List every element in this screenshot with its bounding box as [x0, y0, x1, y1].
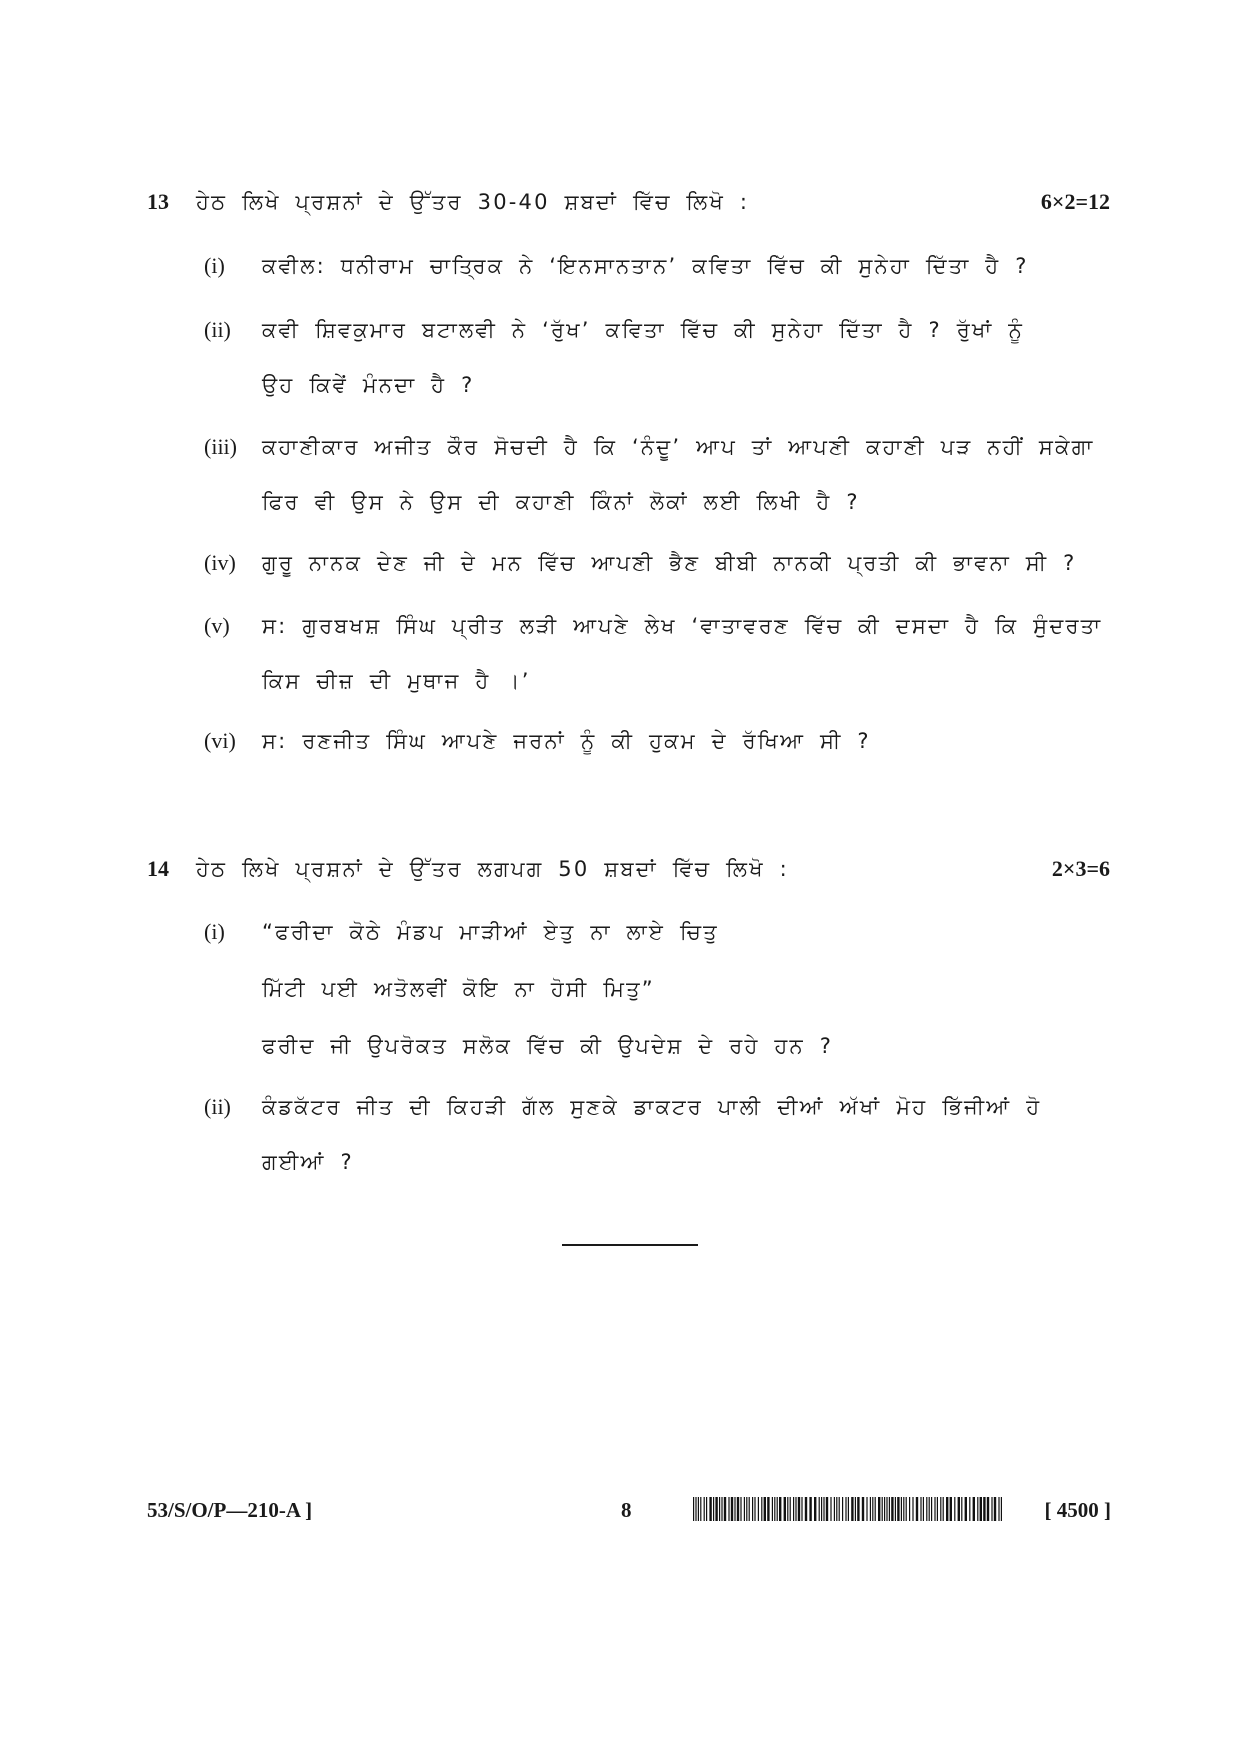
- barcode-bar: [965, 1497, 967, 1521]
- barcode-bar: [878, 1497, 880, 1521]
- sub-question-label: (vi): [204, 728, 236, 753]
- barcode-bar: [764, 1497, 766, 1521]
- sub-question-text-continued: ਉਹ ਕਿਵੇਂ ਮੰਨਦਾ ਹੈ ?: [262, 373, 475, 397]
- barcode-bar: [987, 1497, 989, 1521]
- barcode-bar: [857, 1497, 859, 1521]
- barcode-bar: [958, 1497, 960, 1521]
- barcode-bar: [973, 1497, 975, 1521]
- barcode-bar: [719, 1497, 720, 1521]
- paper-code: 53/S/O/P—210-A ]: [147, 1498, 313, 1522]
- barcode-bar: [848, 1497, 849, 1521]
- barcode-bar: [772, 1497, 773, 1521]
- barcode-bar: [814, 1497, 816, 1521]
- barcode-bar: [761, 1497, 762, 1521]
- barcode-bar: [961, 1497, 962, 1521]
- question-number: 14: [147, 856, 169, 881]
- booklet-number: [ 4500 ]: [1044, 1498, 1111, 1522]
- sub-question-label: (v): [204, 613, 230, 638]
- barcode: [693, 1497, 1003, 1521]
- barcode-bar: [851, 1497, 853, 1521]
- barcode-bar: [721, 1497, 722, 1521]
- sub-question-label: (ii): [204, 1094, 231, 1119]
- barcode-bar: [906, 1497, 907, 1521]
- barcode-bar: [895, 1497, 896, 1521]
- sub-question-text: ਸ: ਰਣਜੀਤ ਸਿੰਘ ਆਪਣੇ ਜਰਨਾਂ ਨੂੰ ਕੀ ਹੁਕਮ ਦੇ ਰੱਖਿਆ ਸੀ ?: [262, 729, 871, 753]
- sub-question-text-continued: ਗਈਆਂ ?: [262, 1150, 354, 1174]
- barcode-bar: [801, 1497, 802, 1521]
- barcode-bar: [969, 1497, 970, 1521]
- barcode-bar: [821, 1497, 822, 1521]
- question-number: 13: [147, 189, 169, 214]
- barcode-bar: [787, 1497, 788, 1521]
- barcode-bar: [746, 1497, 747, 1521]
- barcode-bar: [777, 1497, 778, 1521]
- sub-question-text-continued: ਕਿਸ ਚੀਜ਼ ਦੀ ਮੁਥਾਜ ਹੈ ।’: [262, 669, 531, 693]
- barcode-bar: [826, 1497, 828, 1521]
- barcode-bar: [704, 1497, 705, 1521]
- barcode-bar: [774, 1497, 775, 1521]
- sub-question-text: ਗੁਰੂ ਨਾਨਕ ਦੇਣ ਜੀ ਦੇ ਮਨ ਵਿੱਚ ਆਪਣੀ ਭੈਣ ਬੀਬੀ ਨਾਨਕੀ ਪ੍ਰਤੀ ਕੀ ਭਾਵਨਾ ਸੀ ?: [262, 551, 1077, 575]
- barcode-bar: [882, 1497, 883, 1521]
- barcode-bar: [706, 1497, 707, 1521]
- barcode-bar: [737, 1497, 739, 1521]
- barcode-bar: [870, 1497, 871, 1521]
- barcode-bar: [819, 1497, 820, 1521]
- barcode-bar: [872, 1497, 873, 1521]
- barcode-bar: [862, 1497, 864, 1521]
- barcode-bar: [954, 1497, 955, 1521]
- barcode-bar: [744, 1497, 745, 1521]
- barcode-bar: [715, 1497, 717, 1521]
- sub-question-label: (iii): [204, 434, 237, 459]
- sub-question-text-continued: ਫਿਰ ਵੀ ਉਸ ਨੇ ਉਸ ਦੀ ਕਹਾਣੀ ਕਿੰਨਾਂ ਲੋਕਾਂ ਲਈ ਲਿਖੀ ਹੈ ?: [262, 490, 860, 514]
- barcode-bar: [790, 1497, 791, 1521]
- barcode-bar: [866, 1497, 867, 1521]
- barcode-bar: [977, 1497, 978, 1521]
- barcode-bar: [946, 1497, 948, 1521]
- barcode-bar: [698, 1497, 699, 1521]
- sub-question-text: “ਫਰੀਦਾ ਕੋਠੇ ਮੰਡਪ ਮਾੜੀਆਂ ਏਤੁ ਨਾ ਲਾਏ ਚਿਤੁ: [262, 920, 719, 944]
- barcode-bar: [695, 1497, 696, 1521]
- sub-question-label: (i): [204, 253, 225, 278]
- barcode-bar: [934, 1497, 935, 1521]
- barcode-bar: [834, 1497, 835, 1521]
- barcode-bar: [991, 1497, 992, 1521]
- question-marks: 2×3=6: [1051, 856, 1110, 881]
- barcode-bar: [754, 1497, 755, 1521]
- barcode-bar: [758, 1497, 759, 1521]
- barcode-bar: [767, 1497, 769, 1521]
- barcode-bar: [805, 1497, 807, 1521]
- page-footer: [0, 1492, 1240, 1528]
- question-13-header: [0, 182, 1240, 222]
- barcode-bar: [734, 1497, 735, 1521]
- barcode-bar: [779, 1497, 781, 1521]
- barcode-bar: [929, 1497, 930, 1521]
- question-marks: 6×2=12: [1040, 189, 1110, 214]
- barcode-bar: [926, 1497, 927, 1521]
- sub-question-label: (ii): [204, 317, 231, 342]
- barcode-bar: [700, 1497, 701, 1521]
- barcode-bar: [845, 1497, 846, 1521]
- barcode-bar: [795, 1497, 796, 1521]
- question-14-header: [0, 849, 1240, 889]
- barcode-bar: [901, 1497, 902, 1521]
- question-instruction: ਹੇਠ ਲਿਖੇ ਪ੍ਰਸ਼ਨਾਂ ਦੇ ਉੱਤਰ ਲਗਪਗ 50 ਸ਼ਬਦਾਂ ਵਿੱਚ ਲਿਖੋ :: [196, 857, 789, 881]
- barcode-bar: [731, 1497, 733, 1521]
- barcode-bar: [937, 1497, 938, 1521]
- barcode-bar: [693, 1497, 694, 1521]
- sub-question-text: ਕੰਡਕੱਟਰ ਜੀਤ ਦੀ ਕਿਹੜੀ ਗੱਲ ਸੁਣਕੇ ਡਾਕਟਰ ਪਾਲੀ ਦੀਆਂ ਅੱਖਾਂ ਮੋਹ ਭਿੱਜੀਆਂ ਹੋ: [262, 1095, 1042, 1119]
- barcode-bar: [809, 1497, 811, 1521]
- barcode-bar: [940, 1497, 941, 1521]
- sub-question-text: ਸ: ਗੁਰਬਖਸ਼ ਸਿੰਘ ਪ੍ਰੀਤ ਲੜੀ ਆਪਣੇ ਲੇਖ ‘ਵਾਤਾਵਰਣ ਵਿੱਚ ਕੀ ਦਸਦਾ ਹੈ ਕਿ ਸੁੰਦਰਤਾ: [262, 614, 1103, 638]
- barcode-bar: [931, 1497, 932, 1521]
- barcode-bar: [1001, 1497, 1002, 1521]
- barcode-bar: [793, 1497, 794, 1521]
- barcode-bar: [749, 1497, 750, 1521]
- barcode-bar: [798, 1497, 800, 1521]
- sub-question-text: ਕਵੀਲ: ਧਨੀਰਾਮ ਚਾਤ੍ਰਿਕ ਨੇ ‘ਇਨਸਾਨਤਾਨ’ ਕਵਿਤਾ ਵਿੱਚ ਕੀ ਸੁਨੇਹਾ ਦਿੱਤਾ ਹੈ ?: [262, 254, 1029, 278]
- barcode-bar: [912, 1497, 913, 1521]
- barcode-bar: [983, 1497, 985, 1521]
- barcode-bar: [889, 1497, 890, 1521]
- barcode-bar: [836, 1497, 837, 1521]
- page-number: 8: [621, 1498, 632, 1522]
- barcode-bar: [724, 1497, 726, 1521]
- barcode-bar: [994, 1497, 996, 1521]
- barcode-bar: [916, 1497, 918, 1521]
- barcode-bar: [823, 1497, 824, 1521]
- end-of-questions-rule: [562, 1244, 698, 1246]
- barcode-bar: [842, 1497, 843, 1521]
- barcode-bar: [784, 1497, 786, 1521]
- sub-question-label: (iv): [204, 550, 236, 575]
- barcode-bar: [886, 1497, 887, 1521]
- barcode-bar: [752, 1497, 753, 1521]
- barcode-bar: [875, 1497, 876, 1521]
- barcode-bar: [943, 1497, 944, 1521]
- sub-question-text: ਕਵੀ ਸ਼ਿਵਕੁਮਾਰ ਬਟਾਲਵੀ ਨੇ ‘ਰੁੱਖ’ ਕਵਿਤਾ ਵਿੱਚ ਕੀ ਸੁਨੇਹਾ ਦਿੱਤਾ ਹੈ ? ਰੁੱਖਾਂ ਨੂੰ: [262, 318, 1025, 342]
- question-instruction: ਹੇਠ ਲਿਖੇ ਪ੍ਰਸ਼ਨਾਂ ਦੇ ਉੱਤਰ 30-40 ਸ਼ਬਦਾਂ ਵਿੱਚ ਲਿਖੋ :: [196, 190, 750, 214]
- barcode-bar: [839, 1497, 840, 1521]
- barcode-bar: [891, 1497, 893, 1521]
- barcode-bar: [855, 1497, 856, 1521]
- barcode-bar: [709, 1497, 711, 1521]
- barcode-bar: [728, 1497, 729, 1521]
- sub-question-text-continued: ਫਰੀਦ ਜੀ ਉਪਰੋਕਤ ਸਲੋਕ ਵਿੱਚ ਕੀ ਉਪਦੇਸ਼ ਦੇ ਰਹੇ ਹਨ ?: [262, 1034, 834, 1058]
- barcode-bar: [923, 1497, 924, 1521]
- barcode-bar: [909, 1497, 910, 1521]
- barcode-bar: [713, 1497, 714, 1521]
- sub-question-label: (i): [204, 919, 225, 944]
- barcode-bar: [903, 1497, 904, 1521]
- barcode-bar: [897, 1497, 899, 1521]
- barcode-bar: [920, 1497, 921, 1521]
- barcode-bar: [740, 1497, 741, 1521]
- sub-question-text: ਕਹਾਣੀਕਾਰ ਅਜੀਤ ਕੌਰ ਸੋਚਦੀ ਹੈ ਕਿ ‘ਨੰਦੂ’ ਆਪ ਤਾਂ ਆਪਣੀ ਕਹਾਣੀ ਪੜ ਨਹੀਂ ਸਕੇਗਾ: [262, 435, 1095, 459]
- barcode-bar: [998, 1497, 999, 1521]
- barcode-bar: [884, 1497, 885, 1521]
- sub-question-text-continued: ਮਿੱਟੀ ਪਈ ਅਤੋਲਵੀਂ ਕੋਇ ਨਾ ਹੋਸੀ ਮਿਤੁ”: [262, 977, 655, 1001]
- barcode-bar: [980, 1497, 982, 1521]
- barcode-bar: [830, 1497, 831, 1521]
- barcode-bar: [950, 1497, 952, 1521]
